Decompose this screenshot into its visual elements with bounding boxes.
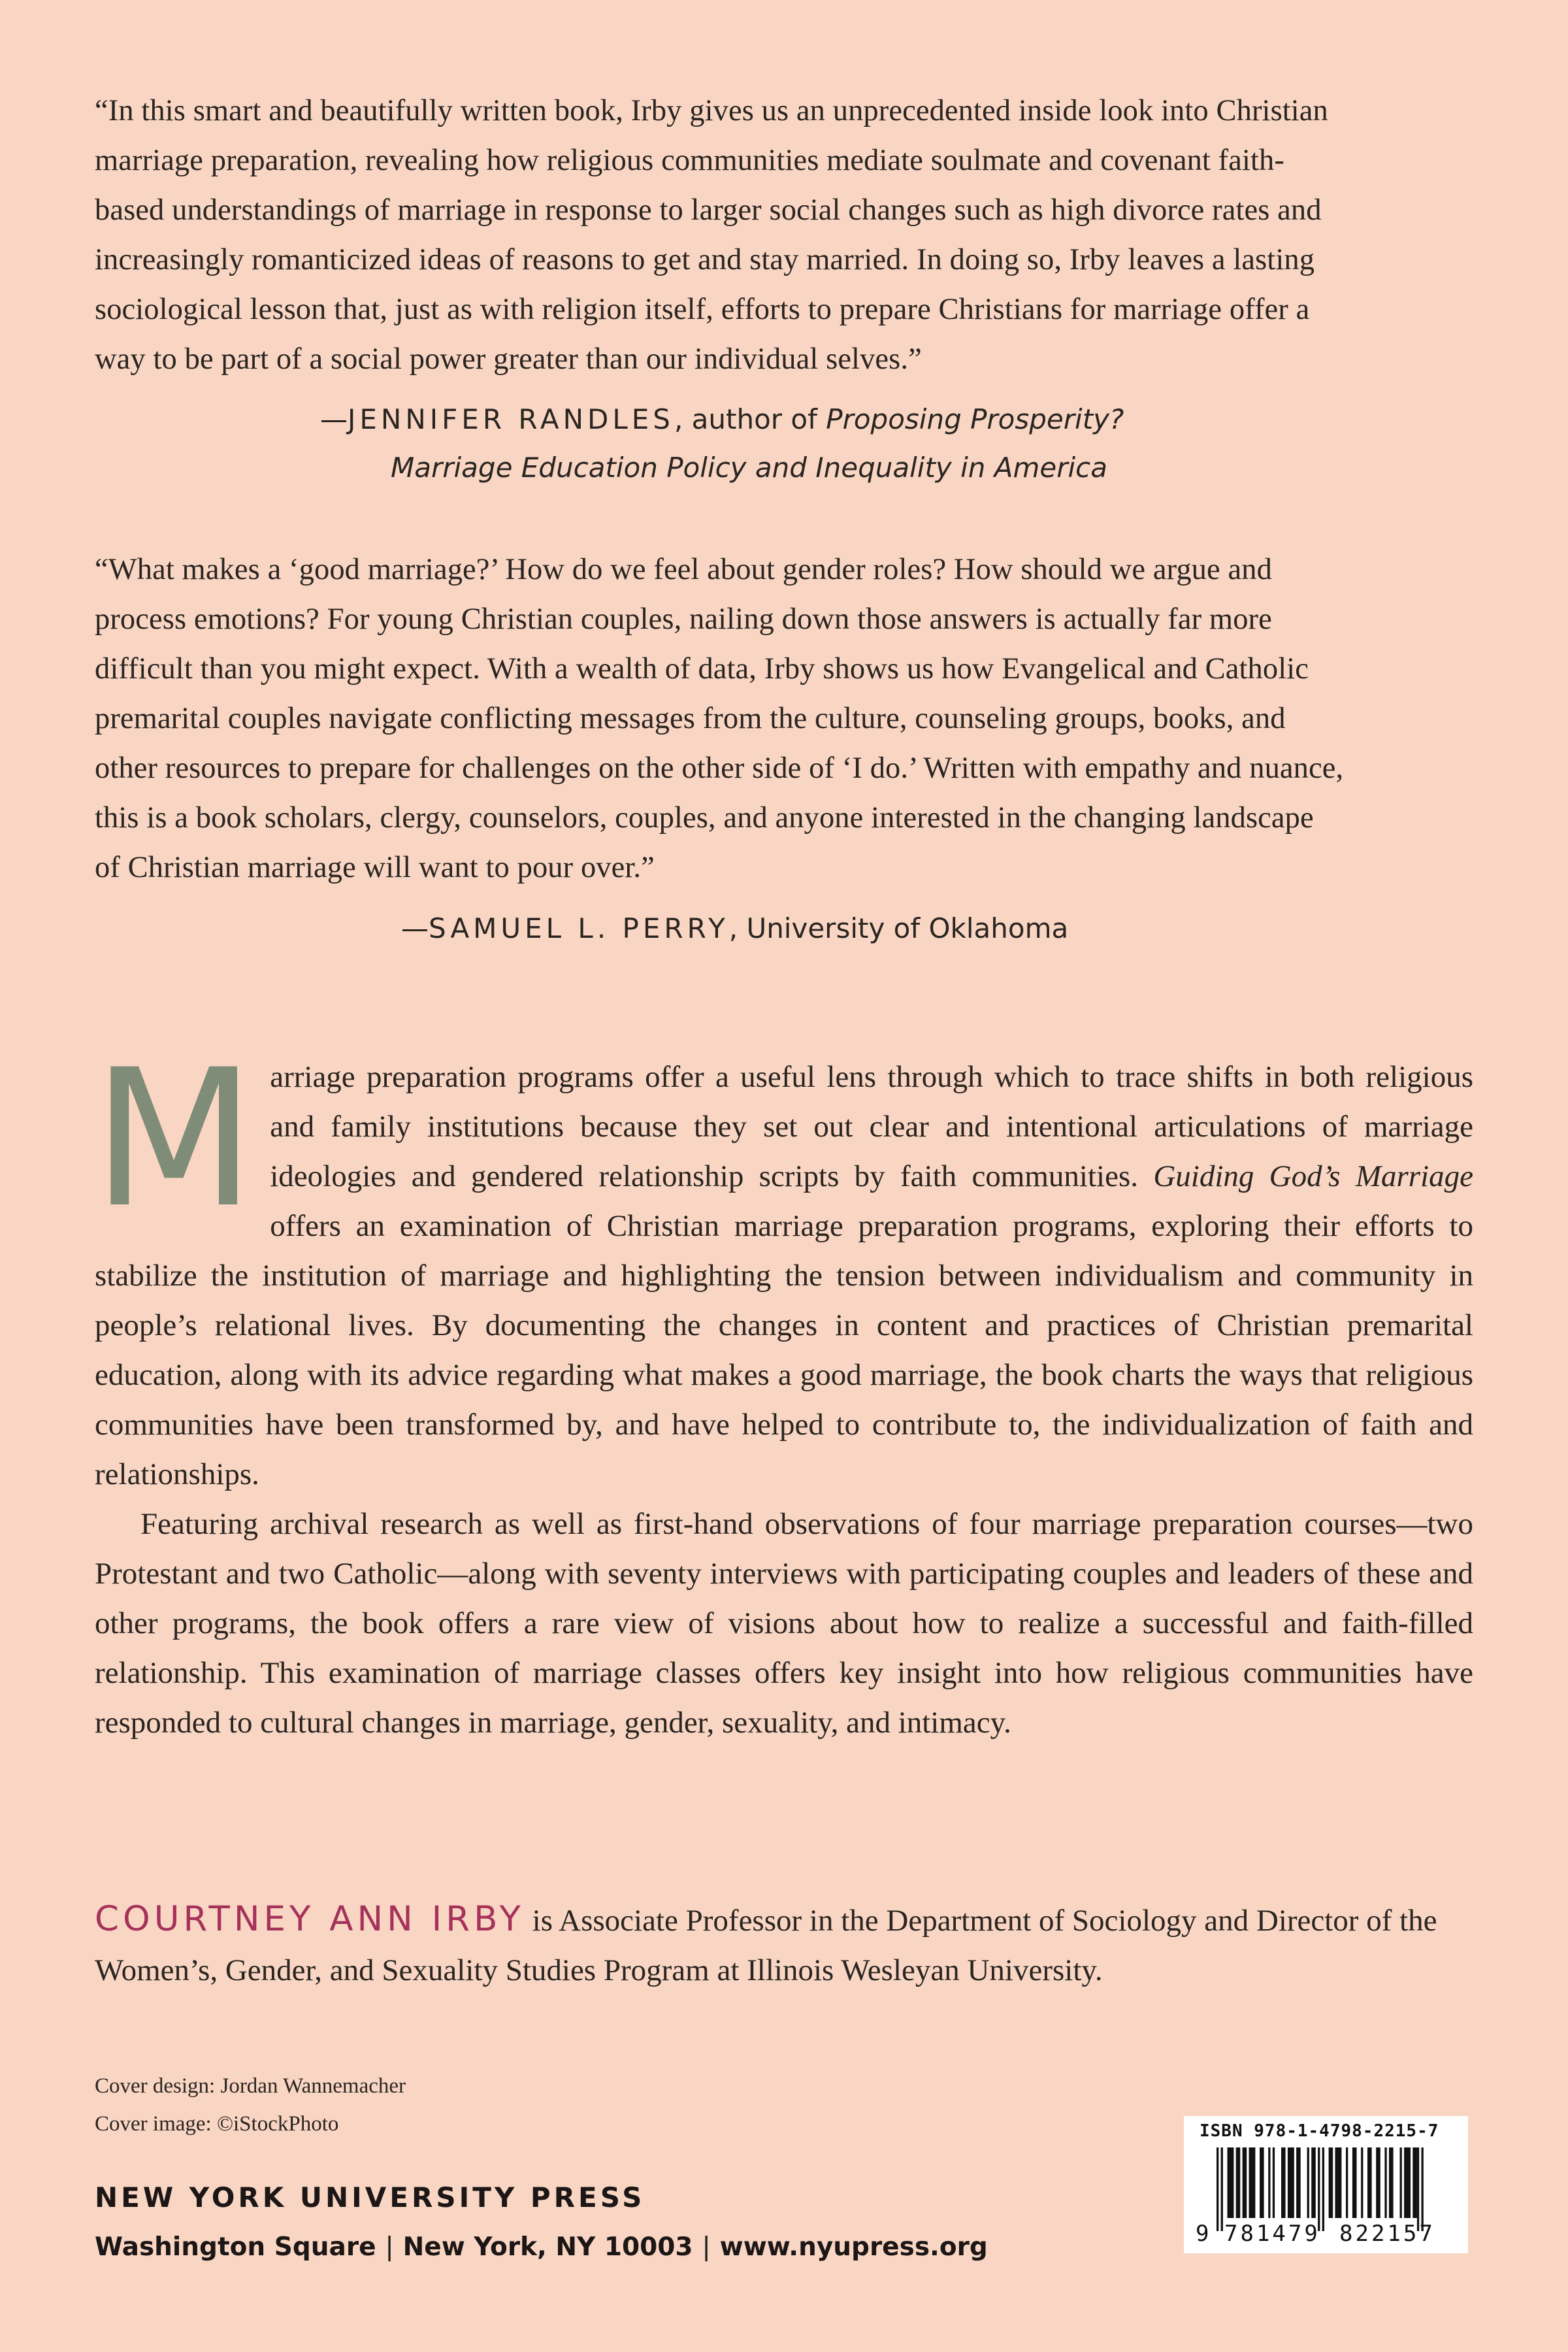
description-text: offers an examination of Christian marriage preparation programs, exploring their efforts to stabilize the institution of marriage and highlighting the tension between individualism and community in people’s relational lives. By documenting the changes in content and practices of Christian premarital education, along with its advice regarding what makes a good marriage, the book charts the ways that religious communities have been transformed by, and have helped to contribute to, the individualization of faith and relationships. bbox=[95, 1209, 1473, 1491]
barcode-bar bbox=[1273, 2147, 1275, 2218]
barcode-bar bbox=[1352, 2147, 1357, 2218]
bio-text: is Associate Professor in the Department of Sociology and Director of the Women’s, Gender, and Sexuality Studies Program at Illinois Wesleyan University. bbox=[95, 1904, 1437, 1987]
publisher-info bbox=[95, 2178, 988, 2267]
barcode-bar bbox=[1281, 2147, 1286, 2218]
endorser-name: SAMUEL L. PERRY bbox=[429, 912, 729, 944]
barcode-bar bbox=[1296, 2147, 1301, 2218]
barcode-bar bbox=[1376, 2147, 1380, 2218]
endorser-book-title: Proposing Prosperity? bbox=[826, 403, 1124, 435]
book-description bbox=[92, 1029, 1473, 1747]
barcode-bar bbox=[1288, 2147, 1294, 2218]
barcode-bar bbox=[1389, 2147, 1394, 2218]
quote-line: difficult than you might expect. With a wealth of data, Irby shows us how Evangelical and Catholic bbox=[95, 652, 1309, 686]
publisher-name: NEW YORK UNIVERSITY PRESS bbox=[95, 2181, 645, 2213]
quote-line: “What makes a ‘good marriage?’ How do we feel about gender roles? How should we argue and bbox=[95, 553, 1272, 586]
book-title: Guiding God’s Marriage bbox=[1153, 1159, 1473, 1193]
quote-line: process emotions? For young Christian couples, nailing down those answers is actually far more bbox=[95, 603, 1272, 636]
quote-line: sociological lesson that, just as with religion itself, efforts to prepare Christians for marriage offer a bbox=[95, 293, 1310, 326]
endorser-role: , author of bbox=[674, 403, 826, 435]
endorser-book-subtitle: Marriage Education Policy and Inequality in America bbox=[391, 452, 1108, 484]
barcode-bar bbox=[1243, 2147, 1247, 2218]
barcode-bar bbox=[1367, 2147, 1372, 2218]
barcode-bar bbox=[1268, 2147, 1270, 2218]
barcode-bar bbox=[1228, 2147, 1234, 2218]
barcode-bar bbox=[1422, 2147, 1424, 2231]
barcode-bar bbox=[1249, 2147, 1256, 2218]
barcode-bar bbox=[1329, 2147, 1333, 2218]
cover-design-credit: Cover design: Jordan Wannemacher bbox=[95, 2074, 406, 2098]
isbn-label: ISBN 978-1-4798-2215-7 bbox=[1200, 2121, 1439, 2141]
quote-line: increasingly romanticized ideas of reasons to get and stay married. In doing so, Irby leaves a lasting bbox=[95, 243, 1315, 276]
barcode-left-digits: 781479 bbox=[1224, 2221, 1320, 2247]
endorsement-quote-1 bbox=[95, 86, 1473, 384]
description-text: arriage preparation programs offer a useful lens through which to trace shifts in both religious and family institutions because they set out clear and intentional articulations of marriage ideologies and gendered relationship scripts by faith communities. bbox=[270, 1060, 1473, 1193]
quote-1-attribution bbox=[320, 395, 1124, 444]
barcode-bar bbox=[1413, 2147, 1417, 2218]
barcode-bar bbox=[1361, 2147, 1363, 2218]
address-separator: | bbox=[702, 2232, 711, 2262]
quote-line: based understandings of marriage in response to larger social changes such as high divorce rates and bbox=[95, 193, 1322, 227]
quote-line: “In this smart and beautifully written book, Irby gives us an unprecedented inside look into Christian bbox=[95, 94, 1328, 127]
barcode-bar bbox=[1322, 2147, 1324, 2231]
quote-line: of Christian marriage will want to pour over.” bbox=[95, 851, 655, 884]
quote-2-attribution bbox=[401, 904, 1068, 953]
author-name: COURTNEY ANN IRBY bbox=[95, 1899, 525, 1939]
quote-line: way to be part of a social power greater than our individual selves.” bbox=[95, 342, 922, 376]
endorsement-quote-2 bbox=[95, 545, 1473, 893]
barcode-bar bbox=[1384, 2147, 1386, 2218]
barcode-right-digits: 822157 bbox=[1339, 2221, 1435, 2247]
cover-credits bbox=[95, 2067, 406, 2143]
cover-image-credit: Cover image: ©iStockPhoto bbox=[95, 2112, 339, 2136]
description-paragraph-1 bbox=[92, 1029, 1473, 1499]
author-bio bbox=[95, 1895, 1473, 1995]
attribution-dash: — bbox=[320, 403, 348, 435]
barcode-bar bbox=[1346, 2147, 1348, 2218]
quote-line: other resources to prepare for challenges on the other side of ‘I do.’ Written with empathy and nuance, bbox=[95, 752, 1344, 785]
barcode-bar bbox=[1311, 2147, 1316, 2218]
description-paragraph-2: Featuring archival research as well as first-hand observations of four marriage preparation courses—two Protestant and two Catholic—along with seventy interviews with participating couples and leaders of these and other programs, the book offers a rare view of visions about how to realize a successful and faith-filled relationship. This examination of marriage classes offers key insight into how religious communities have responded to cultural changes in marriage, gender, sexuality, and intimacy. bbox=[95, 1507, 1473, 1740]
endorser-name: JENNIFER RANDLES bbox=[348, 403, 674, 435]
barcode-bar bbox=[1307, 2147, 1309, 2218]
quote-1-attribution-line-2 bbox=[391, 443, 1107, 493]
barcode-bar bbox=[1335, 2147, 1342, 2218]
address-city: New York, NY 10003 bbox=[402, 2232, 693, 2262]
quote-line: this is a book scholars, clergy, counselors, couples, and anyone interested in the changing landscape bbox=[95, 801, 1314, 835]
barcode-lead-digit: 9 bbox=[1196, 2221, 1212, 2247]
barcode-bar bbox=[1318, 2147, 1320, 2231]
barcode-bar bbox=[1417, 2147, 1419, 2231]
drop-cap: M bbox=[92, 1029, 256, 1250]
barcode-bar bbox=[1236, 2147, 1241, 2218]
attribution-dash: — bbox=[401, 912, 429, 944]
address-location: Washington Square bbox=[95, 2232, 376, 2262]
barcode-bar bbox=[1404, 2147, 1411, 2218]
barcode-bar bbox=[1221, 2147, 1223, 2231]
quote-line: premarital couples navigate conflicting messages from the culture, counseling groups, books, and bbox=[95, 702, 1286, 735]
quote-line: marriage preparation, revealing how religious communities mediate soulmate and covenant faith- bbox=[95, 144, 1284, 177]
address-separator: | bbox=[385, 2232, 394, 2262]
barcode-bar bbox=[1260, 2147, 1264, 2218]
barcode-bar bbox=[1217, 2147, 1218, 2231]
barcode-bar bbox=[1400, 2147, 1402, 2218]
endorser-role: , University of Oklahoma bbox=[728, 912, 1069, 944]
publisher-website: www.nyupress.org bbox=[719, 2232, 988, 2262]
publisher-address bbox=[95, 2228, 988, 2267]
isbn-barcode bbox=[1184, 2116, 1468, 2253]
